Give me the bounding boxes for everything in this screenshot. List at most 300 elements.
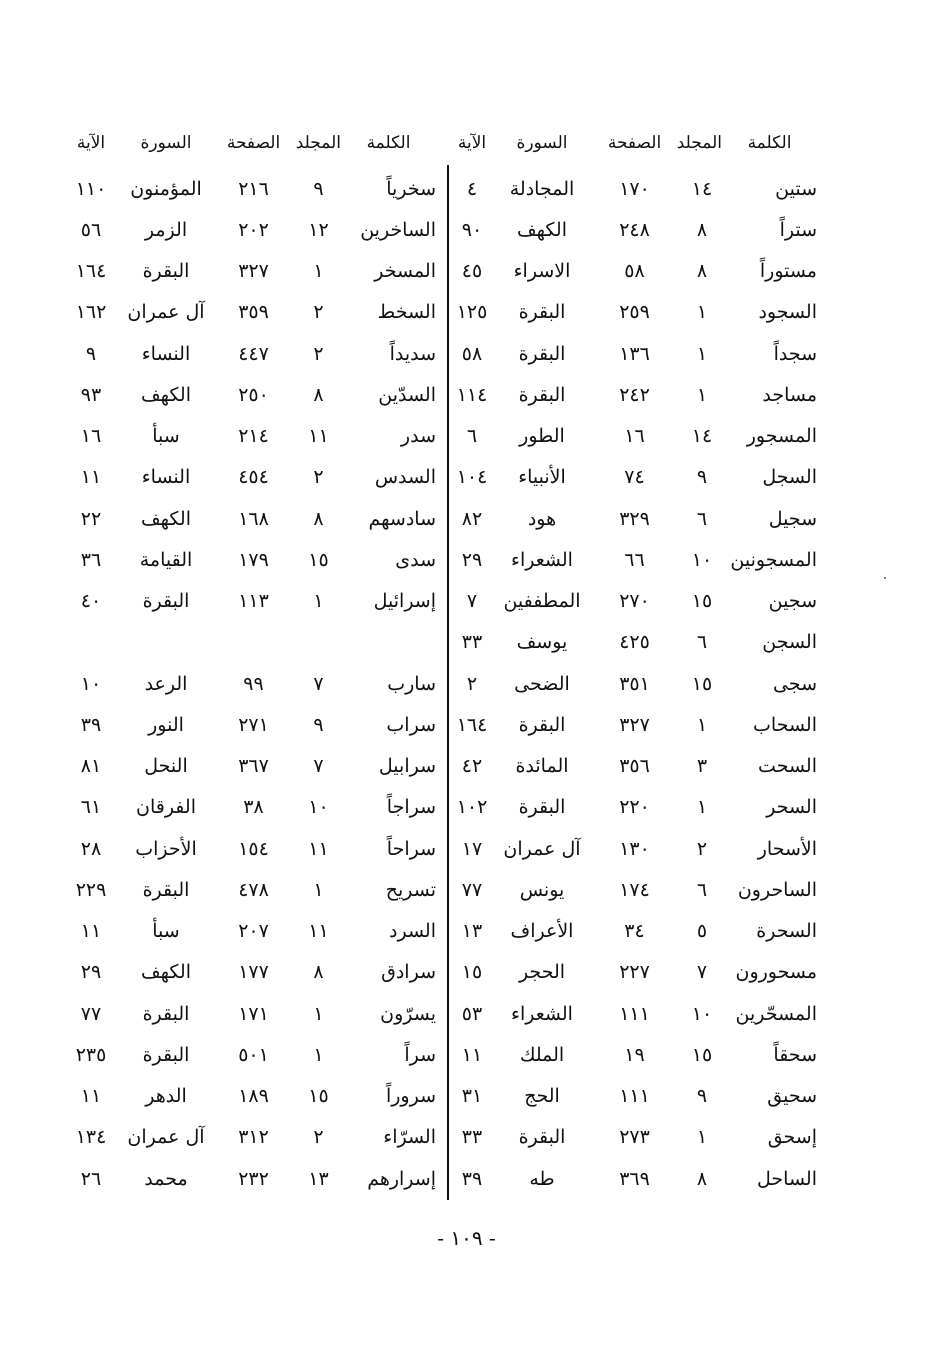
table-row: [61, 622, 436, 663]
cell-page: ٤٧٨: [238, 878, 269, 901]
cell-word: سدى: [395, 548, 436, 571]
cell-word: سجداً: [773, 342, 817, 365]
cell-page: ٣٢٧: [238, 260, 269, 283]
table-row: [61, 704, 436, 745]
cell-page: ٣٢٩: [619, 507, 650, 530]
cell-verse: ٤٠: [80, 590, 102, 613]
table-row: [447, 539, 817, 580]
cell-word: سرادق: [381, 961, 436, 984]
cell-word: المسخر: [374, 260, 436, 283]
table-row: [61, 746, 436, 787]
cell-page: ٢٠٢: [238, 218, 269, 241]
cell-page: ١١١: [619, 1085, 650, 1108]
cell-word: سديداً: [389, 342, 436, 365]
table-row: [61, 498, 436, 539]
cell-page: ١١١: [619, 1002, 650, 1025]
cell-surah: المؤمنون: [130, 177, 202, 200]
cell-volume: ١: [696, 301, 708, 324]
cell-surah: الشعراء: [511, 548, 573, 571]
scan-speck: [884, 577, 886, 579]
cell-surah: الكهف: [517, 218, 567, 241]
cell-volume: ٧: [313, 672, 324, 695]
cell-surah: الرعد: [144, 672, 188, 695]
cell-page: ١٦: [624, 425, 645, 448]
cell-verse: ١١: [461, 1043, 483, 1066]
cell-word: الأسحار: [757, 837, 817, 860]
cell-verse: ٣٣: [461, 1126, 483, 1149]
cell-verse: ١٦٤: [75, 260, 107, 283]
cell-volume: ١: [696, 342, 708, 365]
cell-page: ٢٣٢: [238, 1167, 269, 1190]
cell-word: ستين: [775, 177, 817, 200]
cell-volume: ١: [696, 1126, 708, 1149]
cell-volume: ٨: [696, 1167, 708, 1190]
cell-volume: ١٠: [308, 796, 329, 819]
cell-verse: ١٦٢: [75, 301, 107, 324]
right-table: [447, 168, 817, 1199]
table-row: [61, 251, 436, 292]
cell-page: ١٥٤: [238, 837, 269, 860]
table-row: [447, 704, 817, 745]
cell-word: سجيل: [768, 507, 817, 530]
cell-surah: الكهف: [141, 961, 191, 984]
cell-surah: البقرة: [518, 383, 566, 406]
cell-verse: ٧: [466, 590, 478, 613]
cell-volume: ١٤: [691, 425, 713, 448]
cell-verse: ٣٣: [461, 631, 483, 654]
cell-verse: ١٦٤: [456, 713, 488, 736]
cell-verse: ٣٩: [80, 713, 102, 736]
table-row: [447, 663, 817, 704]
cell-surah: الأعراف: [510, 920, 574, 943]
cell-verse: ١٦: [80, 425, 102, 448]
cell-page: ٥٨: [624, 260, 645, 283]
header-volume: المجلد: [676, 133, 722, 153]
cell-verse: ٥٨: [461, 342, 483, 365]
table-row: [447, 746, 817, 787]
cell-page: ٣٦٩: [619, 1167, 650, 1190]
cell-page: ١١٣: [238, 590, 269, 613]
cell-verse: ٤٢: [461, 755, 483, 778]
cell-volume: ٢: [313, 342, 324, 365]
cell-page: ١٧٧: [238, 961, 269, 984]
cell-page: ٢٧١: [238, 713, 269, 736]
cell-volume: ١١: [308, 425, 329, 448]
cell-surah: الطور: [519, 425, 565, 448]
cell-word: سراً: [404, 1043, 436, 1066]
cell-word: سراجاً: [386, 796, 436, 819]
cell-word: سحيق: [767, 1085, 817, 1108]
cell-verse: ١٣: [461, 920, 483, 943]
header-page: الصفحة: [226, 133, 281, 153]
cell-surah: آل عمران: [127, 1126, 205, 1149]
cell-volume: ٩: [313, 177, 324, 200]
cell-word: المسحّرين: [735, 1002, 817, 1025]
cell-word: سجين: [768, 590, 817, 613]
table-row: [447, 993, 817, 1034]
cell-volume: ٦: [696, 631, 708, 654]
cell-verse: ١١: [80, 466, 102, 489]
cell-verse: ١١: [80, 920, 102, 943]
cell-surah: الاسراء: [513, 260, 571, 283]
cell-surah: النساء: [141, 466, 191, 489]
table-row: [61, 1117, 436, 1158]
cell-page: ٣٤: [624, 920, 645, 943]
header-verse: الآية: [76, 133, 106, 153]
left-table: [61, 168, 436, 1199]
cell-word: مساجد: [762, 383, 817, 406]
cell-verse: ١٢٥: [456, 301, 488, 324]
table-row: [447, 952, 817, 993]
cell-surah: الأحزاب: [135, 837, 197, 860]
cell-word: إسحق: [767, 1126, 817, 1149]
cell-verse: ٨٢: [461, 507, 483, 530]
cell-word: السحرة: [756, 920, 817, 943]
cell-word: السجن: [762, 631, 817, 654]
table-row: [61, 581, 436, 622]
header-surah: السورة: [516, 133, 568, 153]
cell-page: ٣٥٩: [238, 301, 269, 324]
header-volume: المجلد: [295, 133, 341, 153]
cell-page: ٣٢٧: [619, 713, 650, 736]
cell-volume: ١٢: [308, 218, 329, 241]
table-row: [447, 1117, 817, 1158]
cell-volume: ١٣: [308, 1167, 329, 1190]
cell-page: ٢٠٧: [238, 920, 269, 943]
cell-word: ستراً: [779, 218, 817, 241]
cell-word: السرد: [389, 920, 436, 943]
table-row: [61, 869, 436, 910]
table-row: [447, 787, 817, 828]
page-number: - ١٠٩ -: [437, 1226, 496, 1250]
cell-verse: ٨١: [80, 755, 102, 778]
cell-volume: ١٠: [691, 548, 713, 571]
cell-verse: ٣٦: [80, 548, 102, 571]
cell-volume: ٩: [696, 1085, 708, 1108]
cell-volume: ٨: [313, 383, 324, 406]
cell-page: ٢١٦: [238, 177, 269, 200]
cell-surah: الكهف: [141, 383, 191, 406]
cell-word: السجل: [762, 466, 817, 489]
cell-surah: الأنبياء: [518, 466, 566, 489]
cell-volume: ٣: [696, 755, 708, 778]
cell-volume: ١٥: [691, 1043, 713, 1066]
cell-word: سحقاً: [773, 1043, 817, 1066]
cell-volume: ١: [313, 1002, 324, 1025]
cell-page: ٢٢٧: [619, 961, 650, 984]
cell-surah: يونس: [519, 878, 565, 901]
table-row: [447, 828, 817, 869]
cell-surah: النساء: [141, 342, 191, 365]
cell-page: ٢٥٠: [238, 383, 269, 406]
cell-volume: ١١: [308, 837, 329, 860]
cell-page: ٦٦: [624, 548, 645, 571]
cell-verse: ٦١: [80, 796, 102, 819]
table-row: [61, 1034, 436, 1075]
cell-volume: ١٥: [691, 672, 713, 695]
cell-word: مسحورون: [735, 961, 817, 984]
cell-verse: ٢٢: [80, 507, 102, 530]
cell-word: سروراً: [385, 1085, 436, 1108]
table-row: [61, 787, 436, 828]
cell-surah: يوسف: [516, 631, 568, 654]
cell-word: تسريح: [385, 878, 436, 901]
cell-word: السحت: [758, 755, 817, 778]
cell-page: ١٧٤: [619, 878, 650, 901]
cell-verse: ١٥: [461, 961, 483, 984]
cell-volume: ٧: [313, 755, 324, 778]
cell-verse: ٢٢٩: [75, 878, 107, 901]
cell-page: ٩٩: [243, 672, 264, 695]
table-row: [447, 498, 817, 539]
cell-surah: البقرة: [142, 1002, 190, 1025]
cell-surah: القيامة: [139, 548, 193, 571]
table-row: [61, 209, 436, 250]
table-row: [61, 539, 436, 580]
cell-volume: ٧: [696, 961, 708, 984]
table-row: [61, 457, 436, 498]
table-row: [61, 333, 436, 374]
cell-volume: ١: [696, 383, 708, 406]
cell-surah: محمد: [144, 1167, 188, 1190]
cell-verse: ٢٦: [80, 1167, 102, 1190]
cell-page: ٥٠١: [238, 1043, 269, 1066]
table-row: [447, 581, 817, 622]
left-table-header: [61, 128, 436, 158]
cell-word: سرابيل: [378, 755, 436, 778]
cell-page: ٤٤٧: [238, 342, 269, 365]
cell-surah: الحج: [524, 1085, 560, 1108]
cell-volume: ١٥: [308, 548, 329, 571]
cell-page: ٧٤: [624, 466, 645, 489]
cell-verse: ١٣٤: [75, 1126, 107, 1149]
cell-word: سدر: [400, 425, 436, 448]
cell-verse: ٩: [85, 342, 97, 365]
cell-verse: ١٠٤: [456, 466, 488, 489]
cell-volume: ٨: [696, 218, 708, 241]
cell-surah: سبأ: [152, 425, 180, 448]
cell-volume: ١: [313, 1043, 324, 1066]
cell-page: ١٧٩: [238, 548, 269, 571]
cell-page: ٣٥٦: [619, 755, 650, 778]
cell-verse: ٥٦: [80, 218, 102, 241]
cell-volume: ٢: [696, 837, 708, 860]
cell-page: ١٧١: [238, 1002, 269, 1025]
cell-verse: ٢٩: [80, 961, 102, 984]
table-row: [61, 168, 436, 209]
cell-verse: ٩٣: [80, 383, 102, 406]
cell-surah: البقرة: [518, 1126, 566, 1149]
table-row: [447, 1076, 817, 1117]
cell-verse: ٥٣: [461, 1002, 483, 1025]
cell-word: إسرارهم: [367, 1167, 436, 1190]
table-row: [61, 828, 436, 869]
cell-surah: البقرة: [142, 590, 190, 613]
cell-surah: الحجر: [518, 961, 566, 984]
cell-volume: ١: [313, 590, 324, 613]
cell-verse: ١١٠: [75, 177, 107, 200]
cell-verse: ٧٧: [461, 878, 483, 901]
cell-volume: ١٠: [691, 1002, 713, 1025]
table-row: [61, 993, 436, 1034]
table-row: [447, 911, 817, 952]
cell-word: مستوراً: [759, 260, 817, 283]
cell-volume: ٢: [313, 466, 324, 489]
table-row: [447, 457, 817, 498]
cell-page: ٢٧٣: [619, 1126, 650, 1149]
cell-page: ٣١٢: [238, 1126, 269, 1149]
cell-word: السحر: [766, 796, 817, 819]
table-row: [447, 292, 817, 333]
cell-surah: الزمر: [144, 218, 188, 241]
cell-surah: المائدة: [515, 755, 569, 778]
table-row: [447, 1158, 817, 1199]
header-word: الكلمة: [366, 133, 411, 153]
table-row: [61, 1076, 436, 1117]
cell-surah: البقرة: [142, 260, 190, 283]
cell-word: يسرّون: [380, 1002, 436, 1025]
cell-surah: الدهر: [145, 1085, 187, 1108]
table-row: [447, 1034, 817, 1075]
cell-volume: ١٥: [691, 590, 713, 613]
cell-volume: ٦: [696, 507, 708, 530]
cell-page: ١٨٩: [238, 1085, 269, 1108]
cell-word: السدس: [374, 466, 436, 489]
table-row: [447, 333, 817, 374]
cell-verse: ٣٩: [461, 1167, 483, 1190]
cell-verse: ١٠: [80, 672, 102, 695]
cell-word: المسجونين: [730, 548, 817, 571]
cell-surah: هود: [527, 507, 557, 530]
cell-verse: ٢٣٥: [75, 1043, 107, 1066]
cell-volume: ٥: [696, 920, 708, 943]
table-row: [61, 663, 436, 704]
cell-volume: ٨: [696, 260, 708, 283]
cell-word: الساحل: [757, 1167, 817, 1190]
cell-volume: ١٥: [308, 1085, 329, 1108]
cell-surah: الملك: [519, 1043, 565, 1066]
cell-page: ٣٦٧: [238, 755, 269, 778]
table-row: [447, 869, 817, 910]
cell-verse: ٢٨: [80, 837, 102, 860]
cell-surah: النحل: [144, 755, 188, 778]
cell-surah: البقرة: [142, 1043, 190, 1066]
cell-volume: ١١: [308, 920, 329, 943]
cell-volume: ٨: [313, 507, 324, 530]
cell-page: ٤٢٥: [619, 631, 650, 654]
cell-word: سجى: [772, 672, 817, 695]
cell-surah: البقرة: [518, 713, 566, 736]
cell-surah: النور: [148, 713, 184, 736]
header-surah: السورة: [140, 133, 192, 153]
cell-word: السرّاء: [383, 1126, 436, 1149]
cell-surah: البقرة: [518, 796, 566, 819]
cell-page: ٢٤٨: [619, 218, 650, 241]
table-row: [61, 374, 436, 415]
cell-surah: الشعراء: [511, 1002, 573, 1025]
cell-volume: ٦: [696, 878, 708, 901]
cell-verse: ٦: [466, 425, 478, 448]
cell-surah: سبأ: [152, 920, 180, 943]
cell-volume: ١: [696, 796, 708, 819]
cell-verse: ٧٧: [80, 1002, 102, 1025]
cell-verse: ٢: [466, 672, 478, 695]
cell-page: ١٣٠: [619, 837, 650, 860]
cell-page: ١٦٨: [238, 507, 269, 530]
cell-volume: ١٤: [691, 177, 713, 200]
cell-verse: ٣١: [461, 1085, 483, 1108]
header-word: الكلمة: [747, 133, 792, 153]
table-row: [447, 209, 817, 250]
cell-volume: ٩: [313, 713, 324, 736]
cell-verse: ٩٠: [461, 218, 483, 241]
header-page: الصفحة: [607, 133, 662, 153]
cell-word: الساحرون: [737, 878, 817, 901]
cell-page: ٢٢٠: [619, 796, 650, 819]
cell-word: السحاب: [753, 713, 817, 736]
cell-surah: آل عمران: [127, 301, 205, 324]
cell-word: المسجور: [746, 425, 817, 448]
cell-verse: ١١: [80, 1085, 102, 1108]
cell-word: السخط: [377, 301, 436, 324]
cell-page: ٣٨: [243, 796, 264, 819]
cell-volume: ٢: [313, 301, 324, 324]
cell-verse: ٤: [466, 177, 478, 200]
cell-page: ٢٥٩: [619, 301, 650, 324]
cell-word: سخرياً: [386, 177, 436, 200]
table-row: [447, 416, 817, 457]
cell-volume: ١: [313, 878, 324, 901]
header-verse: الآية: [457, 133, 487, 153]
cell-word: السجود: [758, 301, 817, 324]
cell-surah: طه: [529, 1167, 555, 1190]
cell-surah: البقرة: [518, 342, 566, 365]
cell-word: سارب: [387, 672, 436, 695]
table-row: [447, 622, 817, 663]
cell-surah: الفرقان: [136, 796, 196, 819]
cell-verse: ١٠٢: [456, 796, 488, 819]
table-row: [61, 952, 436, 993]
cell-verse: ١٧: [461, 837, 483, 860]
cell-word: سراحاً: [386, 837, 436, 860]
cell-page: ١٩: [624, 1043, 645, 1066]
table-row: [61, 292, 436, 333]
cell-surah: الضحى: [514, 672, 570, 695]
cell-word: إسرائيل: [373, 590, 436, 613]
cell-volume: ٢: [313, 1126, 324, 1149]
table-row: [447, 374, 817, 415]
cell-volume: ١: [696, 713, 708, 736]
cell-page: ٢١٤: [238, 425, 269, 448]
cell-word: السدّين: [378, 383, 436, 406]
table-row: [447, 251, 817, 292]
cell-verse: ٤٥: [461, 260, 483, 283]
cell-page: ٢٧٠: [619, 590, 650, 613]
cell-surah: الكهف: [141, 507, 191, 530]
cell-page: ٤٥٤: [238, 466, 269, 489]
cell-volume: ١: [313, 260, 324, 283]
cell-surah: المطففين: [503, 590, 581, 613]
table-row: [61, 416, 436, 457]
cell-volume: ٨: [313, 961, 324, 984]
cell-word: الساخرين: [360, 218, 436, 241]
cell-word: سراب: [386, 713, 436, 736]
cell-page: ١٧٠: [619, 177, 650, 200]
cell-surah: آل عمران: [503, 837, 581, 860]
cell-word: سادسهم: [368, 507, 436, 530]
cell-surah: المجادلة: [509, 177, 575, 200]
cell-page: ٣٥١: [619, 672, 650, 695]
